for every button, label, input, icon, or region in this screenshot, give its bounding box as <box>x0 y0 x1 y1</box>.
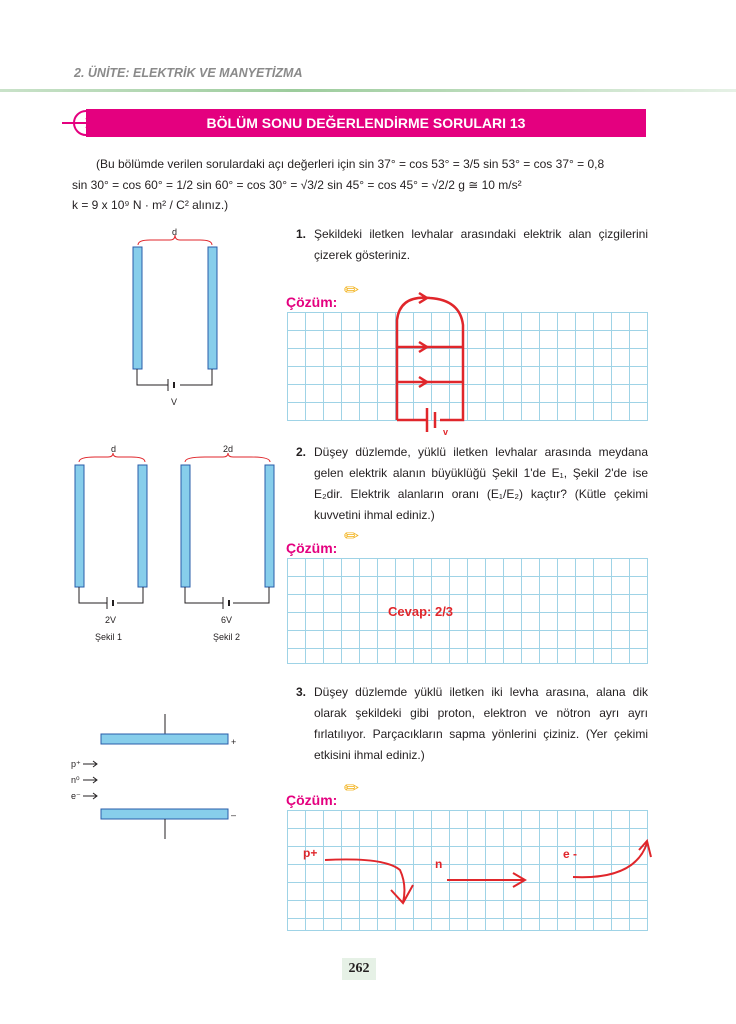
question-2-number: 2. <box>296 445 307 459</box>
question-3-number: 3. <box>296 685 307 699</box>
svg-text:e⁻: e⁻ <box>71 791 81 801</box>
svg-text:n⁰: n⁰ <box>71 775 80 785</box>
solution-label-3: Çözüm: <box>286 792 338 808</box>
pencil-icon: ✏ <box>344 280 360 300</box>
voltage-label: V <box>171 397 178 407</box>
plate-right <box>208 247 217 369</box>
svg-text:+: + <box>231 737 237 747</box>
section-banner: BÖLÜM SONU DEĞERLENDİRME SORULARI 13 <box>86 109 646 137</box>
svg-text:Şekil 2: Şekil 2 <box>213 632 241 642</box>
plate-left <box>133 247 142 369</box>
svg-text:Şekil 1: Şekil 1 <box>95 632 123 642</box>
svg-text:e -: e - <box>563 847 578 861</box>
solution-grid-2[interactable] <box>287 558 648 664</box>
svg-text:n: n <box>435 857 443 871</box>
question-3: Düşey düzlemde yüklü iletken iki levha arasına, alana dik olarak şekildeki gibi proton, elektron ve nötron ayrı ayrı fırlatılıyor. Parçacıkların sapma yönlerini çiziniz. (Yer çekimi etkisini ihmal ediniz.) <box>314 685 648 762</box>
fig2-plate-left <box>181 465 190 587</box>
question-2: Düşey düzlemde, yüklü iletken levhalar arasında meydana gelen elektrik alanın büyüklüğü Şekil 1'de E₁, Şekil 2'de ise E₂dir. Elektrik alanların oranı (E₁/E₂) kaçtır? (Kütle çekimi kuvvetini ihmal ediniz.) <box>314 445 648 522</box>
unit-header: 2. ÜNİTE: ELEKTRİK VE MANYETİZMA <box>74 66 303 80</box>
pencil-icon: ✏ <box>344 526 360 546</box>
question-1-number: 1. <box>296 227 307 241</box>
q2-figures <box>65 440 295 670</box>
handwritten-v-label: v <box>443 427 449 437</box>
svg-text:6V: 6V <box>221 615 233 625</box>
distance-label: d <box>172 227 178 237</box>
q2-answer: Cevap: 2/3 <box>388 604 454 619</box>
header-divider <box>0 89 736 92</box>
fig2-plate-right <box>265 465 274 587</box>
top-plate <box>101 734 228 744</box>
q3-handwritten-answer <box>295 835 655 910</box>
q1-figure <box>120 225 230 410</box>
svg-text:2V: 2V <box>105 615 117 625</box>
intro-line-2: sin 30° = cos 60° = 1/2 sin 60° = cos 30° = √3/2 sin 45° = cos 45° = √2/2 g ≅ 10 m/s² <box>72 178 522 192</box>
fig1-plate-left <box>75 465 84 587</box>
svg-text:p⁺: p⁺ <box>71 759 81 769</box>
bottom-plate <box>101 809 228 819</box>
page-number: 262 <box>342 958 376 980</box>
svg-text:–: – <box>231 810 237 820</box>
intro-line-1: (Bu bölümde verilen sorulardaki açı değerleri için sin 37° = cos 53° = 3/5 sin 53° = cos 37° = 0,8 <box>96 157 605 171</box>
solution-label-1: Çözüm: <box>286 294 338 310</box>
intro-line-3: k = 9 x 10⁹ N · m² / C² alınız.) <box>72 198 229 212</box>
pencil-icon: ✏ <box>344 778 360 798</box>
q1-handwritten-answer <box>385 290 475 440</box>
fig1-plate-right <box>138 465 147 587</box>
svg-text:2d: 2d <box>223 444 234 454</box>
svg-text:d: d <box>111 444 117 454</box>
svg-text:p+: p+ <box>303 846 318 860</box>
question-1: Şekildeki iletken levhalar arasındaki elektrik alan çizgilerini çizerek gösteriniz. <box>314 227 648 262</box>
q3-figure <box>65 712 255 842</box>
solution-label-2: Çözüm: <box>286 540 338 556</box>
